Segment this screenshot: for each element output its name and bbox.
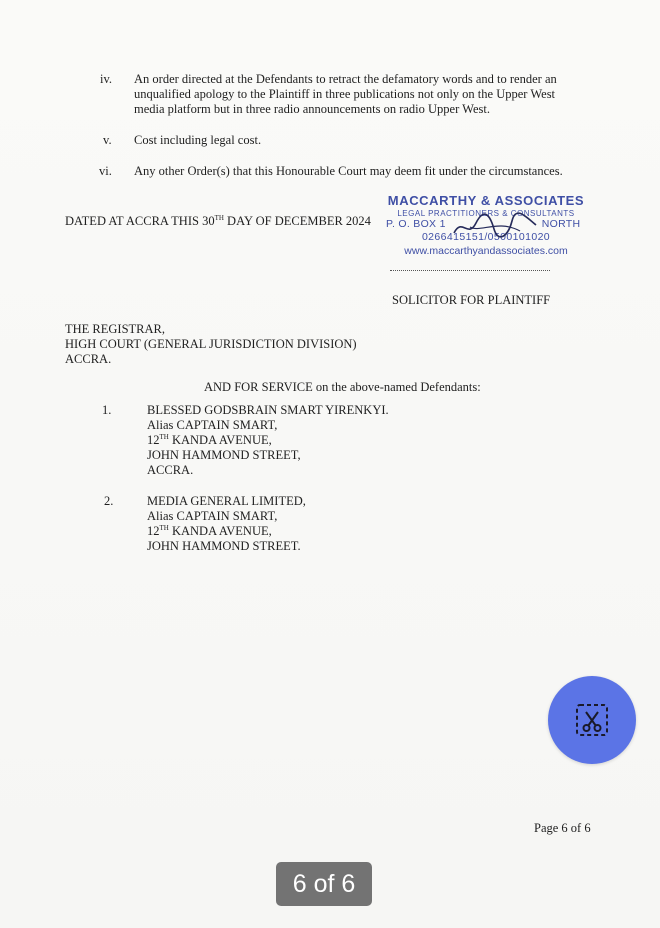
dated-line: DATED AT ACCRA THIS 30TH DAY OF DECEMBER 2024 [65,214,371,228]
signature-line [390,270,550,271]
page-footer: Page 6 of 6 [534,821,591,835]
stamp-subtitle: LEGAL PRACTITIONERS & CONSULTANTS [397,209,575,218]
scissors-crop-icon [574,702,610,738]
stamp-phones: 0266415151/0500101020 [421,231,551,243]
defendant-street: JOHN HAMMOND STREET. [147,539,301,553]
stamp-pobox: P. O. BOX 1 NORTH [386,218,581,230]
solicitor-label: SOLICITOR FOR PLAINTIFF [392,293,551,307]
prayer-line: An order directed at the Defendants to retract the defamatory words and to render an [134,72,557,86]
stamp-firm-name: MACCARTHY & ASSOCIATES [387,193,585,208]
defendant-alias: Alias CAPTAIN SMART, [147,418,278,432]
defendant-address: 12TH KANDA AVENUE, [147,433,272,447]
defendant-name: MEDIA GENERAL LIMITED, [147,494,306,508]
prayer-line: unqualified apology to the Plaintiff in three publications not only on the Upper West [134,87,556,101]
registrar-line: HIGH COURT (GENERAL JURISDICTION DIVISION) [65,337,357,351]
prayer-number: iv. [100,72,113,86]
defendant-city: ACCRA. [147,463,194,477]
defendant-address: 12TH KANDA AVENUE, [147,524,272,538]
stamp-website: www.maccarthyandassociates.com [404,245,568,257]
defendant-alias: Alias CAPTAIN SMART, [147,509,278,523]
service-heading: AND FOR SERVICE on the above-named Defendants: [204,380,481,394]
signature-scribble [450,211,540,241]
page-indicator: 6 of 6 [276,862,372,906]
registrar-line: ACCRA. [65,352,112,366]
defendant-number: 1. [102,403,112,417]
registrar-line: THE REGISTRAR, [65,322,165,336]
prayer-line: media platform but in three radio announcements on radio Upper West. [134,102,490,116]
defendant-street: JOHN HAMMOND STREET, [147,448,301,462]
prayer-line: Cost including legal cost. [134,133,262,147]
defendant-number: 2. [104,494,114,508]
defendant-name: BLESSED GODSBRAIN SMART YIRENKYI. [147,403,389,417]
screenshot-crop-button[interactable] [548,676,636,764]
prayer-number: v. [103,133,112,147]
prayer-number: vi. [99,164,112,178]
prayer-line: Any other Order(s) that this Honourable Court may deem fit under the circumstances. [134,164,563,178]
